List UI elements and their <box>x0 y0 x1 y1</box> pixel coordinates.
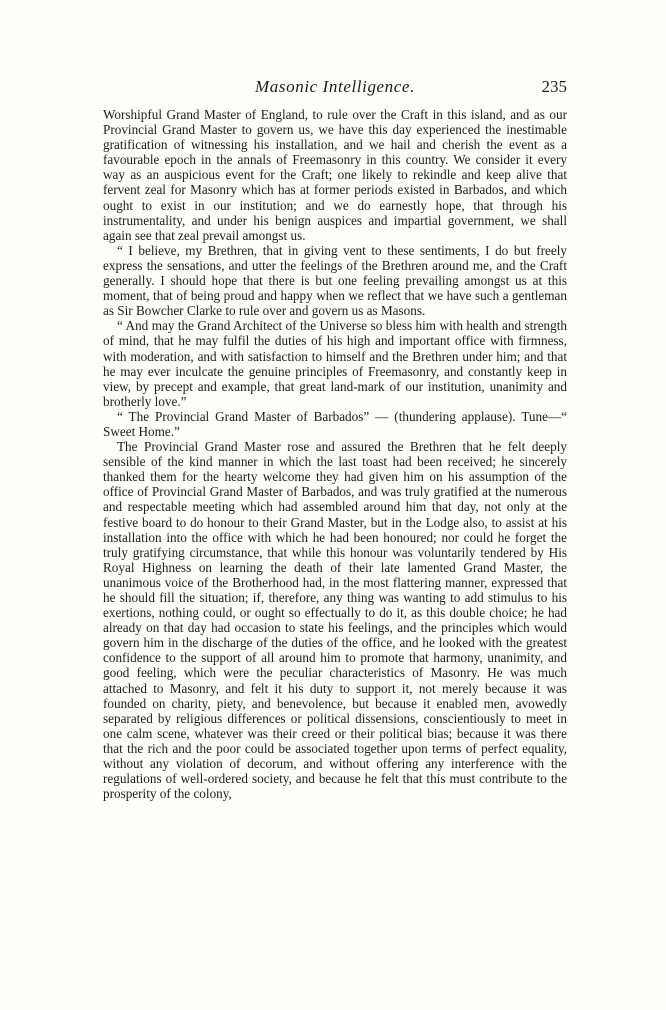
paragraph-sentiments: “ I believe, my Brethren, that in giving vent to these sentiments, I do but freely express the sensations, and utter the feelings of the Brethren around me, and the Craft generally. I should hope that there is but one feeling prevailing amongst us at this moment, that of being proud and happy when we reflect that we have such a gentleman as Sir Bowcher Clarke to rule over and govern us as Masons. <box>103 242 567 319</box>
article-body <box>103 107 567 801</box>
running-head <box>103 76 567 98</box>
running-title: Masonic Intelligence. <box>255 77 415 96</box>
paragraph-toast: “ The Provincial Grand Master of Barbados” — (thundering applause). Tune—“ Sweet Home.” <box>103 408 567 439</box>
page-number: 235 <box>541 77 567 96</box>
paragraph-continued: Worshipful Grand Master of England, to rule over the Craft in this island, and as our Provincial Grand Master to govern us, we have this day experienced the inestimable gratification of witnessing his installation, and we hail and cherish the event as a favourable epoch in the annals of Freemasonry in this country. We consider it every way as an auspicious event for the Craft; one likely to rekindle and keep alive that fervent zeal for Masonry which has at former periods existed in Barbados, and which ought to exist in our institution; and we do earnestly hope, that through his instrumentality, and under his benign auspices and impartial government, we shall again see that zeal prevail amongst us. <box>103 107 567 243</box>
paragraph-reply: The Provincial Grand Master rose and assured the Brethren that he felt deeply sensible of the kind manner in which the last toast had been received; he sincerely thanked them for the hearty welcome they had given him on his assumption of the office of Provincial Grand Master of Barbados, and was truly gratified at the numerous and respectable meeting which had assembled around him that day, not only at the festive board to do honour to their Grand Master, but in the Lodge also, to assist at his installation into the office with which he had been honoured; nor could he forget the truly gratifying circumstance, that while this honour was voluntarily tendered by His Royal Highness on learning the death of their late lamented Grand Master, the unanimous voice of the Brotherhood had, in the most flattering manner, expressed that he should fill the situation; if, therefore, any thing was wanting to add stimulus to his exertions, nothing could, or ought so effectually to do it, as this double choice; he had already on that day had occasion to state his feelings, and the principles which would govern him in the discharge of the duties of the office, and he looked with the greatest confidence to the support of all around him to promote that harmony, unanimity, and good feeling, which were the peculiar characteristics of Masonry. He was much attached to Masonry, and felt it his duty to support it, not merely because it was founded on charity, piety, and benevolence, but because it enabled men, avowedly separated by religious differences or political dissensions, conscientiously to meet in one calm scene, whatever was their creed or their political bias; because it was there that the rich and the poor could be associated together upon terms of perfect equality, without any violation of decorum, and without offering any interference with the regulations of well-ordered society, and because he felt that this must contribute to the prosperity of the colony, <box>103 439 567 802</box>
paragraph-blessing: “ And may the Grand Architect of the Universe so bless him with health and strength of mind, that he may fulfil the duties of his high and important office with firmness, with moderation, and with satisfaction to himself and the Brethren under him; and that he may ever inculcate the genuine principles of Freemasonry, and constantly keep in view, by precept and example, that great land-mark of our institution, unanimity and brotherly love.” <box>103 318 567 409</box>
